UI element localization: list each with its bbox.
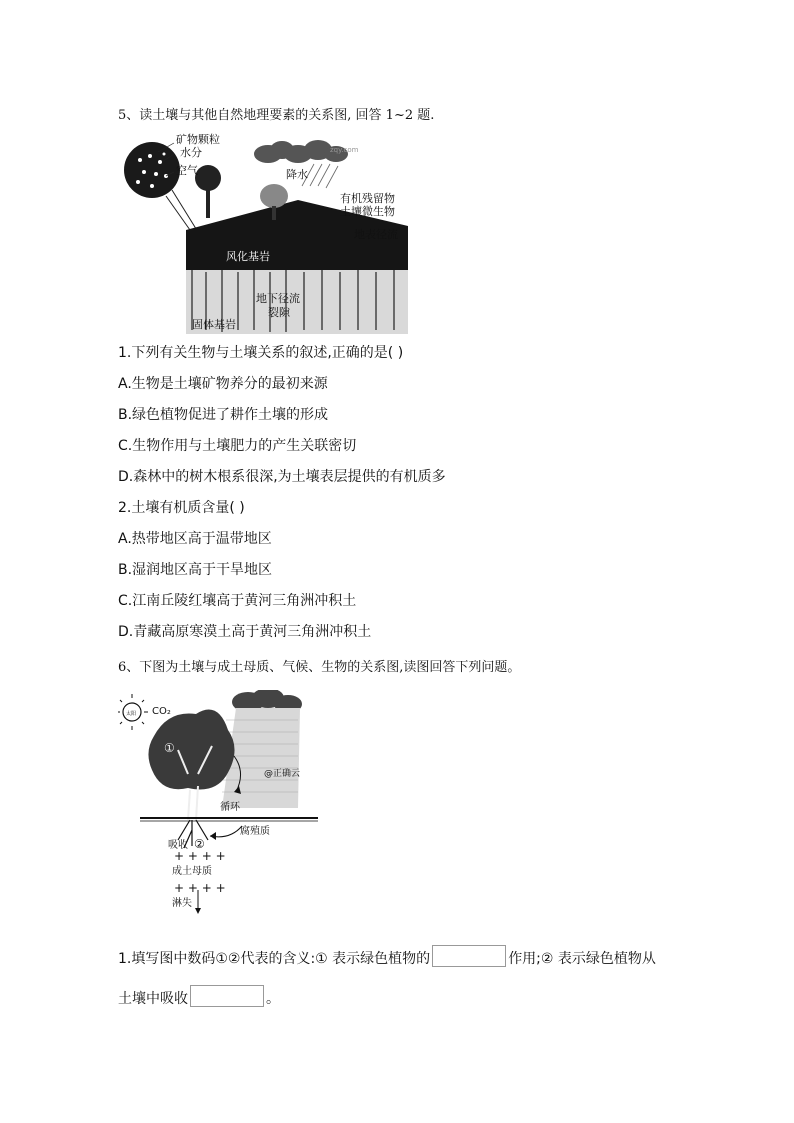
answer-blank-2[interactable] (190, 985, 264, 1007)
q6-fill-line-1 (118, 945, 656, 968)
q5-sub2-option-c[interactable]: C.江南丘陵红壤高于黄河三角洲冲积土 (118, 593, 357, 609)
q5-sub1-option-b[interactable]: B.绿色植物促进了耕作土壤的形成 (118, 407, 329, 423)
q5-sub1-stem: 1.下列有关生物与土壤关系的叙述,正确的是( ) (118, 345, 404, 361)
soil-relationship-figure (118, 130, 408, 334)
label-crack: 裂隙 (268, 306, 290, 319)
label-bedrock: 固体基岩 (192, 318, 236, 331)
q5-header: 5、读土壤与其他自然地理要素的关系图, 回答 1~2 题. (118, 108, 435, 123)
figure-watermark: zqy.com (330, 146, 359, 154)
label-runoff: 地表径流 (354, 228, 398, 241)
plant-soil-figure (118, 690, 318, 918)
label-humus: 腐殖质 (240, 826, 270, 837)
label-co2: CO₂ (152, 706, 171, 717)
figure-watermark: @正确云 (264, 769, 301, 779)
label-weathered: 风化基岩 (226, 250, 270, 263)
label-mineral: 矿物颗粒 (176, 133, 220, 146)
q6-fill-part1: 1.填写图中数码①②代表的含义:① 表示绿色植物的 (118, 951, 431, 967)
q6-fill-part4: 。 (266, 991, 280, 1007)
label-precip: 降水 (286, 168, 308, 181)
tree-canopy (148, 710, 234, 790)
q5-sub1-option-a[interactable]: A.生物是土壤矿物养分的最初来源 (118, 376, 328, 392)
label-underground: 地下径流 (256, 292, 300, 305)
sun-label: 太阳 (126, 711, 137, 717)
label-absorb: 吸收 (168, 840, 188, 851)
q5-sub1-option-c[interactable]: C.生物作用与土壤肥力的产生关联密切 (118, 438, 357, 454)
soil-particle-circle (124, 142, 180, 198)
q5-sub1-option-d[interactable]: D.森林中的树木根系很深,为土壤表层提供的有机质多 (118, 469, 446, 485)
label-plus-row-2: + + + + (174, 881, 226, 895)
answer-blank-1[interactable] (432, 945, 506, 967)
label-number-2: ② (194, 837, 205, 851)
label-leach: 淋失 (172, 898, 192, 909)
label-water: 水分 (180, 146, 202, 159)
label-number-1: ① (164, 741, 175, 755)
q5-sub2-option-d[interactable]: D.青藏高原寒漠土高于黄河三角洲冲积土 (118, 624, 372, 640)
label-organic: 有机残留物 (340, 192, 395, 205)
label-parent-material: 成土母质 (172, 866, 212, 877)
q5-sub2-stem: 2.土壤有机质含量( ) (118, 500, 245, 516)
q5-sub2-option-b[interactable]: B.湿润地区高于干旱地区 (118, 562, 273, 578)
label-plus-row-1: + + + + (174, 849, 226, 863)
q6-fill-part3: 土壤中吸收 (118, 991, 188, 1007)
label-microbes: 土壤微生物 (340, 205, 395, 218)
q6-header: 6、下图为土壤与成土母质、气候、生物的关系图,读图回答下列问题。 (118, 660, 521, 675)
q5-sub2-option-a[interactable]: A.热带地区高于温带地区 (118, 531, 272, 547)
label-cycle: 循环 (220, 802, 240, 813)
q6-fill-part2: 作用;② 表示绿色植物从 (508, 951, 656, 967)
label-air: 空气 (176, 164, 198, 177)
q6-fill-line-2 (118, 985, 280, 1008)
